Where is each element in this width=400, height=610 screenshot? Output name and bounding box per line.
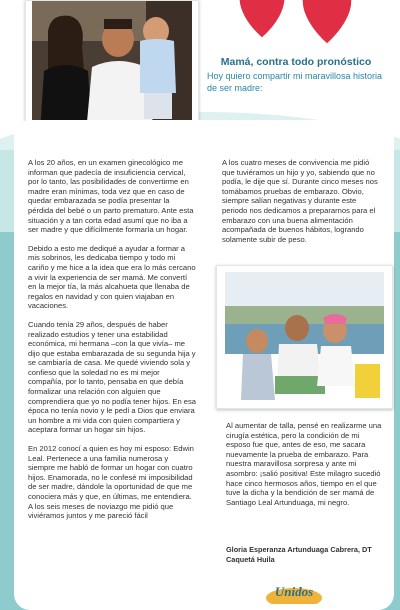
hearts-decoration xyxy=(222,0,400,50)
paragraph: Al aumentar de talla, pensé en realizarme una cirugía estética, pero la condición de mi esposo fue que, antes de eso, me sacara nuevamente la prueba de embarazo. Para nuestra maravillosa sorpresa y ante mi asombro: ¡salió positiva! Este milagro sucedió hace cinco hermosos años, tiempo en el que tuve la dicha y la bendición de ser mamá de Santiago Leal Artunduaga, mi negro. xyxy=(226,421,382,507)
article-headline: Mamá, contra todo pronóstico xyxy=(220,56,372,68)
heart-icon xyxy=(301,0,354,46)
right-column-top xyxy=(222,158,382,253)
svg-text:Unidos: Unidos xyxy=(274,584,314,599)
unidos-logo xyxy=(264,580,324,604)
right-column-bottom xyxy=(226,421,384,516)
article-subhead: Hoy quiero compartir mi maravillosa historia de ser madre: xyxy=(207,71,383,93)
author-signature: Gloria Esperanza Artunduaga Cabrera, DT Caquetá Huila xyxy=(226,545,372,564)
family-photo-1 xyxy=(25,0,199,140)
paragraph: Debido a esto me dediqué a ayudar a formar a mis sobrinos, les dedicaba tiempo y todo mi cariño y me hice a la idea que era lo más cercano a vivir la experiencia de ser mamá. Me convertí en la mejor tía, la más alcahueta que llenaba de regalos en navidad y con quien viajaban en vacaciones. xyxy=(28,243,196,311)
paragraph: En 2012 conocí a quien es hoy mi esposo: Edwin Leal. Pertenece a una familia numerosa y siempre me habló de formar un hogar con cuatro hijos. Enamorada, no le confesé mi imposibilidad de ser madre, dándole la oportunidad de que me conociera más y que, en últimas, me entendiera. A los seis meses de noviazgo me pidió que viviéramos juntos y me pareció fácil xyxy=(28,444,194,521)
left-column xyxy=(28,158,196,530)
heart-icon xyxy=(238,0,287,40)
paragraph: A los 20 años, en un examen ginecológico me informan que padecía de insuficiencia cervical, por lo tanto, las posibilidades de convertirme en madre eran mínimas, toda vez que en caso de quedar embarazada se podía presentar la pérdida del bebé o un parto prematuro. Ante esta situación y a tan corta edad asumí que no iba a ser madre y que difícilmente formaría un hogar. xyxy=(28,158,194,235)
family-photo-2 xyxy=(216,265,393,409)
paragraph: A los cuatro meses de convivencia me pidió que tuviéramos un hijo y yo, sabiendo que no podía, le dije que sí. Durante cinco meses nos tomábamos pruebas de embarazo. Obvio, siempre salían negativas y durante este periodo nos dedicamos a prepararnos para el embarazo con una buena alimentación acompañada de buenos hábitos, logrando solamente subir de peso. xyxy=(222,158,378,244)
paragraph: Cuando tenía 29 años, después de haber realizado estudios y tener una estabilidad económica, mi hermana –con la que vivía– me dijo que estaba embarazada de su segunda hija y se cambiaría de casa. Me quedé viviendo sola y confieso que la soledad no es mi mejor compañía, por lo tanto, pensaba en que debía formalizar una relación con alguien que comprendiera que yo no podía tener hijos. En esa época no tenía novio y le pedí a Dios que enviara un hombre a mi vida con quien compartiera y aceptara formar un hogar sin hijos. xyxy=(28,319,197,435)
